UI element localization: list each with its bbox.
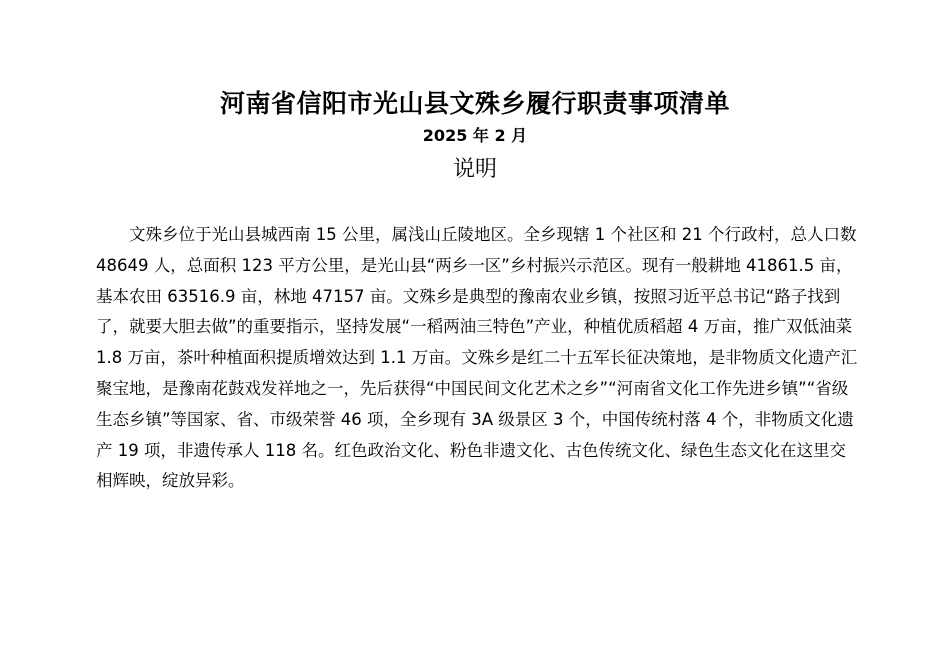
section-heading: 说明	[452, 157, 497, 182]
description-paragraph: 文殊乡位于光山县城西南 15 公里，属浅山丘陵地区。全乡现辖 1 个社区和 21 个行政村，总人口数 48649 人，总面积 123 平方公里，是光山县“两乡一区”乡村振兴示范区。现有一般耕地 41861.5 亩，基本农田 63516.9 亩，林地 47157 亩。文殊乡是典型的豫南农业乡镇，按照习近平总书记“路子找到了，就要大胆去做”的重要指示，坚持发展“一稻两油三特色”产业，种植优质稻超 4 万亩，推广双低油菜 1.8 万亩，茶叶种植面积提质增效达到 1.1 万亩。文殊乡是红二十五军长征决策地，是非物质文化遗产汇聚宝地，是豫南花鼓戏发祥地之一，先后获得“中国民间文化艺术之乡”“河南省文化工作先进乡镇”“省级生态乡镇”等国家、省、市级荣誉 46 项，全乡现有 3A 级景区 3 个，中国传统村落 4 个，非物质文化遗产 19 项，非遗传承人 118 名。红色政治文化、粉色非遗文化、古色传统文化、绿色生态文化在这里交相辉映，绽放异彩。	[96, 225, 858, 491]
document-date: 2025 年 2 月	[422, 126, 528, 145]
document-title: 河南省信阳市光山县文殊乡履行职责事项清单	[219, 89, 730, 118]
